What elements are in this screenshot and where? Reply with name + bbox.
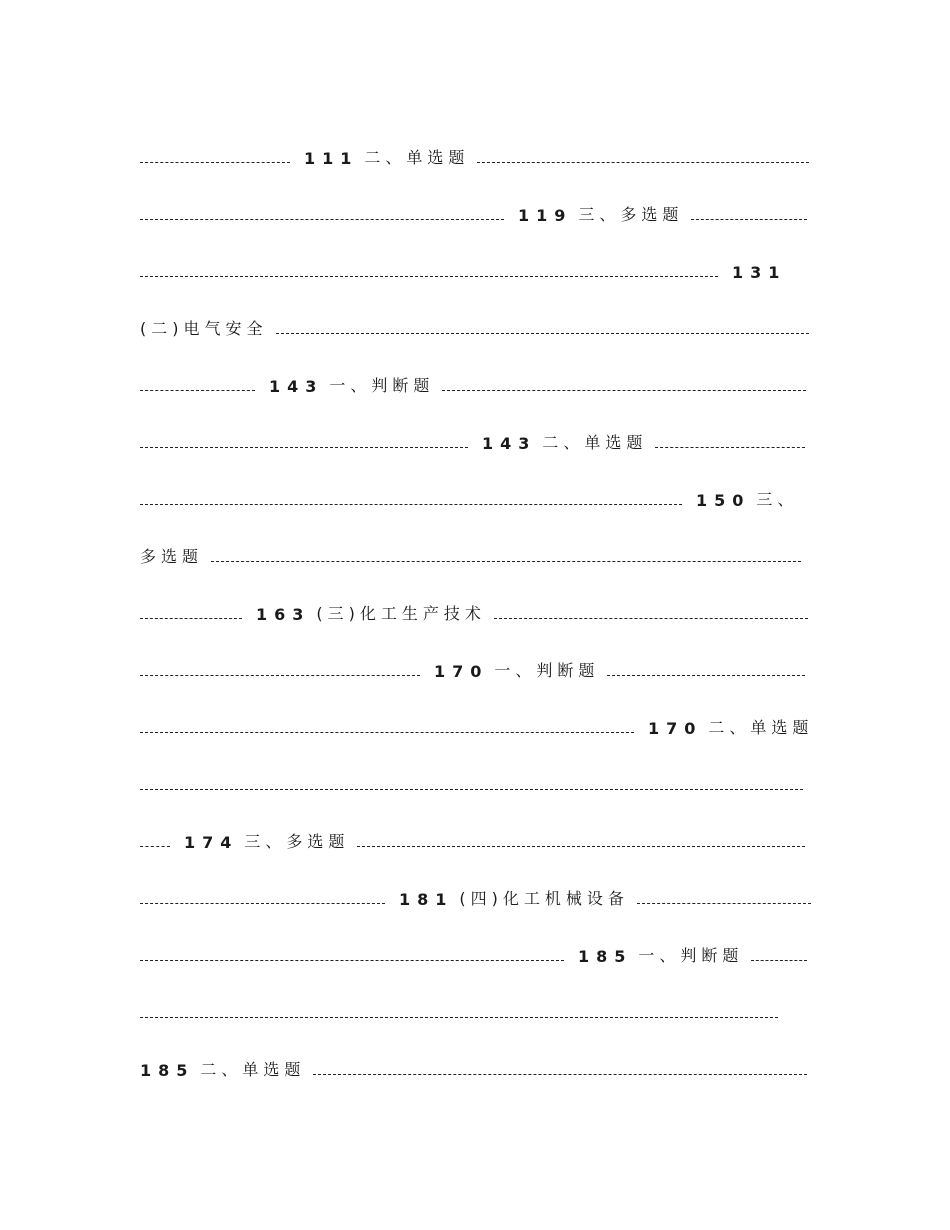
- toc-line: [140, 997, 778, 1023]
- page-number: 174: [184, 833, 239, 852]
- leader-dots: [140, 1017, 778, 1018]
- toc-line: [140, 142, 809, 168]
- toc-line: [140, 427, 805, 453]
- page-number: 111: [304, 149, 359, 168]
- leader-dots: [140, 504, 682, 505]
- leader-dots: [140, 162, 290, 163]
- toc-title: 二、单选题: [364, 148, 470, 167]
- leader-dots: [691, 219, 807, 220]
- page-number: 170: [434, 662, 489, 681]
- page-number: 170: [648, 719, 703, 738]
- toc-title: 一、判断题: [494, 661, 600, 680]
- leader-dots: [140, 903, 385, 904]
- page-number: 150: [696, 491, 751, 510]
- leader-dots: [140, 447, 468, 448]
- toc-title: 二、单选题: [708, 718, 814, 737]
- toc-line: [140, 313, 809, 339]
- leader-dots: [140, 960, 564, 961]
- toc-line: [140, 1054, 807, 1080]
- toc-line: [140, 370, 806, 396]
- toc-line: [140, 598, 808, 624]
- toc-line: [140, 883, 811, 909]
- leader-dots: [313, 1074, 807, 1075]
- toc-title: 多选题: [140, 547, 204, 566]
- toc-line: [140, 769, 803, 795]
- toc-line: [140, 940, 807, 966]
- leader-dots: [607, 675, 805, 676]
- leader-dots: [140, 846, 170, 847]
- toc-line: [140, 541, 801, 567]
- leader-dots: [442, 390, 806, 391]
- leader-dots: [637, 903, 811, 904]
- leader-dots: [140, 390, 255, 391]
- page-number: 185: [578, 947, 633, 966]
- leader-dots: [211, 561, 801, 562]
- leader-dots: [140, 276, 718, 277]
- leader-dots: [140, 618, 242, 619]
- page-number: 181: [399, 890, 454, 909]
- leader-dots: [140, 219, 504, 220]
- toc-title: (三)化工生产技术: [316, 604, 486, 623]
- toc-title: 三、多选题: [578, 205, 684, 224]
- leader-dots: [276, 333, 809, 334]
- leader-dots: [140, 732, 634, 733]
- toc-title: (二)电气安全: [140, 319, 268, 338]
- page-number: 131: [732, 263, 787, 282]
- toc-line: [140, 655, 805, 681]
- page-number: 185: [140, 1061, 195, 1080]
- page-number: 143: [269, 377, 324, 396]
- toc-title: 二、单选题: [542, 433, 648, 452]
- page-number: 119: [518, 206, 573, 225]
- leader-dots: [655, 447, 805, 448]
- leader-dots: [477, 162, 809, 163]
- page-number: 143: [482, 434, 537, 453]
- toc-title: (四)化工机械设备: [459, 889, 629, 908]
- toc-line: [140, 712, 813, 738]
- leader-dots: [751, 960, 807, 961]
- toc-line: [140, 199, 807, 225]
- toc-title: 二、单选题: [200, 1060, 306, 1079]
- leader-dots: [140, 675, 420, 676]
- toc-line: [140, 484, 798, 510]
- toc-line: [140, 256, 786, 282]
- toc-title: 三、: [756, 490, 799, 509]
- page-number: 163: [256, 605, 311, 624]
- leader-dots: [357, 846, 805, 847]
- toc-line: [140, 826, 805, 852]
- toc-title: 三、多选题: [244, 832, 350, 851]
- leader-dots: [140, 789, 803, 790]
- toc-title: 一、判断题: [638, 946, 744, 965]
- leader-dots: [494, 618, 808, 619]
- toc-title: 一、判断题: [329, 376, 435, 395]
